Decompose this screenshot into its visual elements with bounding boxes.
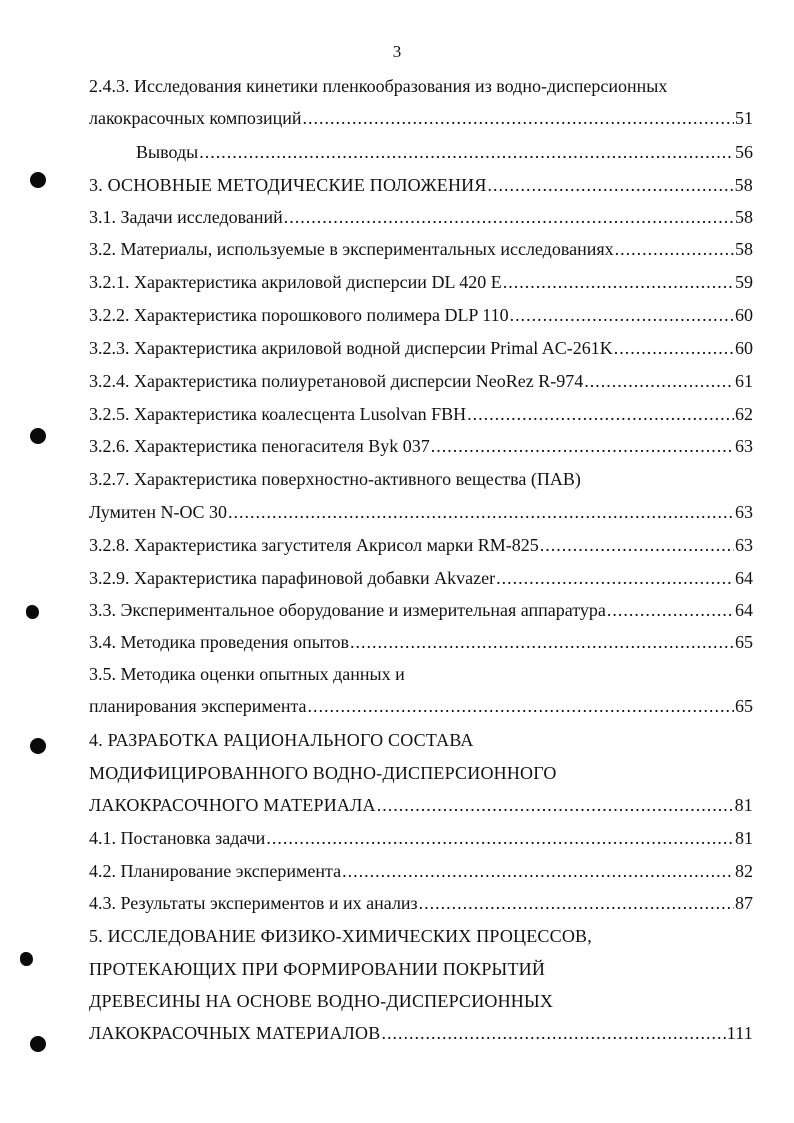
toc-entry-title: 3.2.1. Характеристика акриловой дисперсии DL 420 E [89,272,502,292]
toc-entry-3-2[interactable] [89,237,753,261]
toc-entry-title: 4.3. Результаты экспериментов и их анализ [89,893,418,913]
toc-entry-page: 51 [735,108,753,128]
leader-dots [303,106,735,130]
toc-entry-page: 81 [734,795,753,815]
leader-dots [540,533,734,557]
leader-dots [308,694,734,718]
toc-entry-title: планирования эксперимента [89,696,307,716]
toc-entry-page: 56 [735,142,753,162]
leader-dots [467,402,734,426]
punch-hole [20,952,33,966]
toc-entry-page: 61 [735,371,753,391]
toc-entry-chapter-4[interactable] [89,793,753,817]
toc-entry-3-4[interactable] [89,630,753,654]
leader-dots [431,434,734,458]
toc-entry-title: ЛАКОКРАСОЧНОГО МАТЕРИАЛА [89,795,376,815]
toc-entry-3-2-7[interactable] [89,500,753,524]
toc-entry-3-5[interactable] [89,694,753,718]
toc-entry-3-5-title: 3.5. Методика оценки опытных данных и [89,664,405,684]
toc-entry-title: 3.2.8. Характеристика загустителя Акрисол марки RM-825 [89,535,539,555]
toc-entry-4-2[interactable] [89,859,753,883]
toc-entry-page: 65 [735,632,753,652]
toc-entry-chapter-5-title-line-2: ПРОТЕКАЮЩИХ ПРИ ФОРМИРОВАНИИ ПОКРЫТИЙ [89,959,546,979]
toc-entry-title: 4.1. Постановка задачи [89,828,266,848]
leader-dots [284,205,734,229]
leader-dots [377,793,734,817]
leader-dots [419,891,734,915]
toc-entry-3-2-3[interactable] [89,336,753,360]
toc-entry-3-1[interactable] [89,205,753,229]
toc-entry-title: 3.3. Экспериментальное оборудование и измерительная аппаратура [89,600,606,620]
toc-entry-chapter-5[interactable] [89,1021,753,1045]
leader-dots [350,630,734,654]
leader-dots [228,500,734,524]
toc-entry-title: 4.2. Планирование эксперимента [89,861,342,881]
leader-dots [488,173,734,197]
toc-entry-3-2-1[interactable] [89,270,753,294]
toc-entry-chapter-5-title-line-1: 5. ИССЛЕДОВАНИЕ ФИЗИКО-ХИМИЧЕСКИХ ПРОЦЕССОВ, [89,926,592,946]
toc-entry-title: ЛАКОКРАСОЧНЫХ МАТЕРИАЛОВ [89,1023,381,1043]
leader-dots [614,336,734,360]
leader-dots [503,270,734,294]
toc-entry-page: 65 [735,696,753,716]
toc-entry-title: 3.1. Задачи исследований [89,207,283,227]
toc-entry-3-2-2[interactable] [89,303,753,327]
punch-hole [30,1036,46,1052]
punch-hole [26,605,39,619]
toc-entry-page: 81 [735,828,753,848]
toc-entry-page: 63 [735,436,753,456]
toc-entry-page: 63 [735,502,753,522]
toc-entry-3-2-7-title: 3.2.7. Характеристика поверхностно-активного вещества (ПАВ) [89,469,581,489]
toc-entry-page: 62 [735,404,753,424]
toc-entry-title: 3.2.9. Характеристика парафиновой добавки Akvazer [89,568,496,588]
toc-entry-page: 64 [735,600,753,620]
toc-entry-2-4-3[interactable] [89,106,753,130]
toc-entry-page: 82 [735,861,753,881]
leader-dots [615,237,734,261]
toc-entry-title: 3.2.6. Характеристика пеногасителя Byk 037 [89,436,430,456]
leader-dots [199,140,734,164]
leader-dots [381,1021,725,1045]
toc-entry-chapter-4-title-line-1: 4. РАЗРАБОТКА РАЦИОНАЛЬНОГО СОСТАВА [89,730,474,750]
toc-entry-title: Выводы [136,142,199,162]
toc-entry-title: 3.4. Методика проведения опытов [89,632,349,652]
toc-entry-page: 111 [726,1023,753,1043]
toc-entry-chapter-4-title-line-2: МОДИФИЦИРОВАННОГО ВОДНО-ДИСПЕРСИОННОГО [89,763,557,783]
leader-dots [496,566,734,590]
toc-entry-3-2-6[interactable] [89,434,753,458]
leader-dots [607,598,734,622]
toc-entry-page: 60 [735,305,753,325]
toc-entry-title: 3. ОСНОВНЫЕ МЕТОДИЧЕСКИЕ ПОЛОЖЕНИЯ [89,175,487,195]
toc-entry-conclusions[interactable] [136,140,753,164]
toc-entry-page: 64 [735,568,753,588]
toc-entry-page: 59 [735,272,753,292]
leader-dots [266,826,734,850]
toc-entry-title: лакокрасочных композиций [89,108,302,128]
toc-entry-page: 63 [735,535,753,555]
toc-entry-chapter-3[interactable] [89,173,753,197]
toc-entry-title: 3.2. Материалы, используемые в экспериментальных исследованиях [89,239,614,259]
toc-entry-title: 3.2.4. Характеристика полиуретановой дисперсии NeoRez R-974 [89,371,584,391]
toc-entry-2-4-3-title: 2.4.3. Исследования кинетики пленкообразования из водно-дисперсионных [89,76,668,96]
toc-entry-3-2-5[interactable] [89,402,753,426]
punch-hole [30,738,46,754]
toc-entry-3-2-9[interactable] [89,566,753,590]
leader-dots [342,859,734,883]
toc-entry-title: 3.2.5. Характеристика коалесцента Lusolvan FBH [89,404,467,424]
toc-entry-page: 58 [735,239,753,259]
toc-entry-page: 58 [735,207,753,227]
toc-entry-3-2-8[interactable] [89,533,753,557]
punch-hole [30,428,46,444]
toc-entry-4-3[interactable] [89,891,753,915]
toc-entry-title: 3.2.3. Характеристика акриловой водной дисперсии Primal AC-261K [89,338,613,358]
toc-entry-page: 58 [734,175,753,195]
toc-entry-3-3[interactable] [89,598,753,622]
toc-entry-page: 87 [735,893,753,913]
leader-dots [584,369,734,393]
toc-entry-title: Лумитен N-OC 30 [89,502,228,522]
toc-entry-page: 60 [735,338,753,358]
toc-entry-chapter-5-title-line-3: ДРЕВЕСИНЫ НА ОСНОВЕ ВОДНО-ДИСПЕРСИОННЫХ [89,991,554,1011]
page-number: 3 [392,42,402,61]
punch-hole [30,172,46,188]
toc-entry-3-2-4[interactable] [89,369,753,393]
leader-dots [510,303,734,327]
toc-entry-title: 3.2.2. Характеристика порошкового полимера DLP 110 [89,305,509,325]
toc-entry-4-1[interactable] [89,826,753,850]
